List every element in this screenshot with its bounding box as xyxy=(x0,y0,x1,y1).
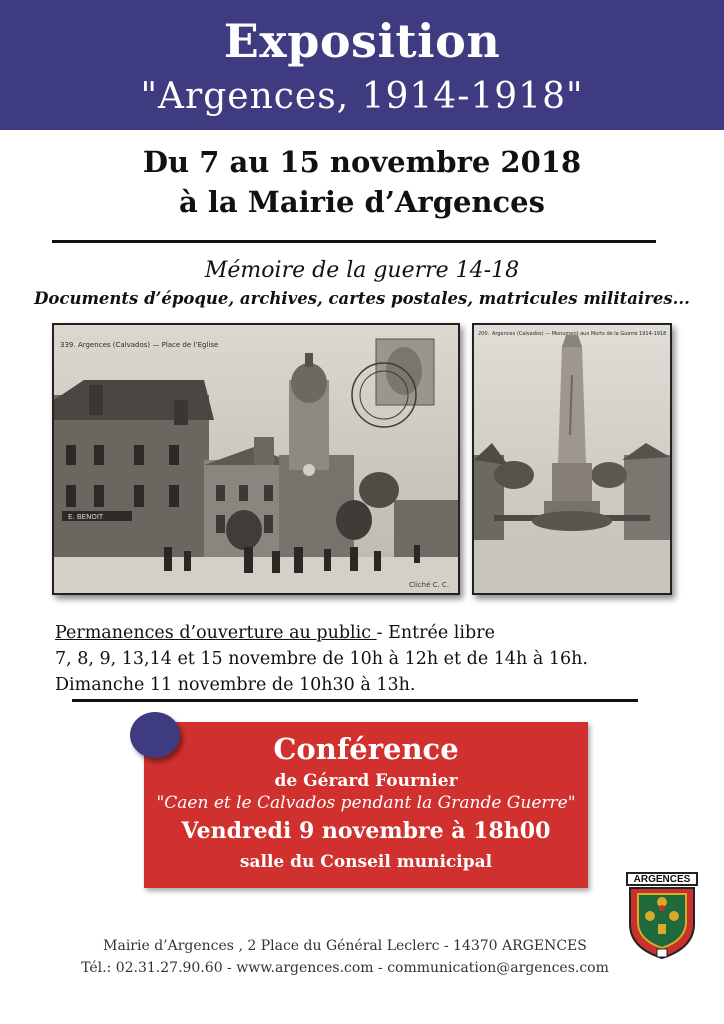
hours-line-1 xyxy=(55,620,588,646)
left-caption: Argences (Calvados) — Place de l’Eglise xyxy=(78,341,219,349)
divider-top xyxy=(52,240,656,243)
date-range: Du 7 au 15 novembre 2018 xyxy=(142,145,582,179)
footer-contact: Tél.: 02.31.27.90.60 - www.argences.com - communication@argences.com xyxy=(81,960,609,976)
shop-sign: E. BENOIT xyxy=(68,513,104,521)
argences-coat-of-arms xyxy=(626,872,698,962)
conference-topic: "Caen et le Calvados pendant la Grande Guerre" xyxy=(156,793,576,813)
conference-speaker: de Gérard Fournier xyxy=(274,771,458,791)
conference-place: salle du Conseil municipal xyxy=(239,852,493,872)
hours-line-3: Dimanche 11 novembre de 10h30 à 13h. xyxy=(55,675,416,695)
venue: à la Mairie d’Argences xyxy=(179,185,545,219)
postcard-place-eglise xyxy=(52,323,460,595)
right-number: 200. xyxy=(478,331,490,337)
dates-block xyxy=(0,142,724,222)
opening-hours xyxy=(55,620,588,698)
crest-label: ARGENCES xyxy=(626,872,698,886)
right-caption: Argences (Calvados) — Monument aux Morts de la Guerre 1914-1918 xyxy=(492,331,667,337)
exhibition-title: Exposition xyxy=(223,14,501,68)
footer xyxy=(0,935,690,979)
divider-bottom xyxy=(72,699,638,702)
conference-date: Vendredi 9 novembre à 18h00 xyxy=(181,818,551,844)
left-number: 339. xyxy=(60,341,76,349)
theme-subtitle: Documents d’époque, archives, cartes postales, matricules militaires... xyxy=(34,289,690,308)
hours-label: Permanences d’ouverture au public xyxy=(55,623,377,643)
footer-address: Mairie d’Argences , 2 Place du Général Leclerc - 14370 ARGENCES xyxy=(103,938,587,954)
hours-line-2: 7, 8, 9, 13,14 et 15 novembre de 10h à 12h et de 14h à 16h. xyxy=(55,649,588,669)
conference-box xyxy=(144,722,588,888)
conference-title: Conférence xyxy=(273,732,459,766)
header-banner xyxy=(0,0,724,130)
theme-title: Mémoire de la guerre 14-18 xyxy=(204,258,520,283)
shield-icon xyxy=(626,872,698,962)
postcard-monument xyxy=(472,323,672,595)
decorative-dot xyxy=(130,712,180,758)
hours-entry: - Entrée libre xyxy=(376,623,495,643)
exhibition-subtitle: "Argences, 1914-1918" xyxy=(140,76,584,117)
left-credit: Cliché C. C. xyxy=(409,581,450,589)
